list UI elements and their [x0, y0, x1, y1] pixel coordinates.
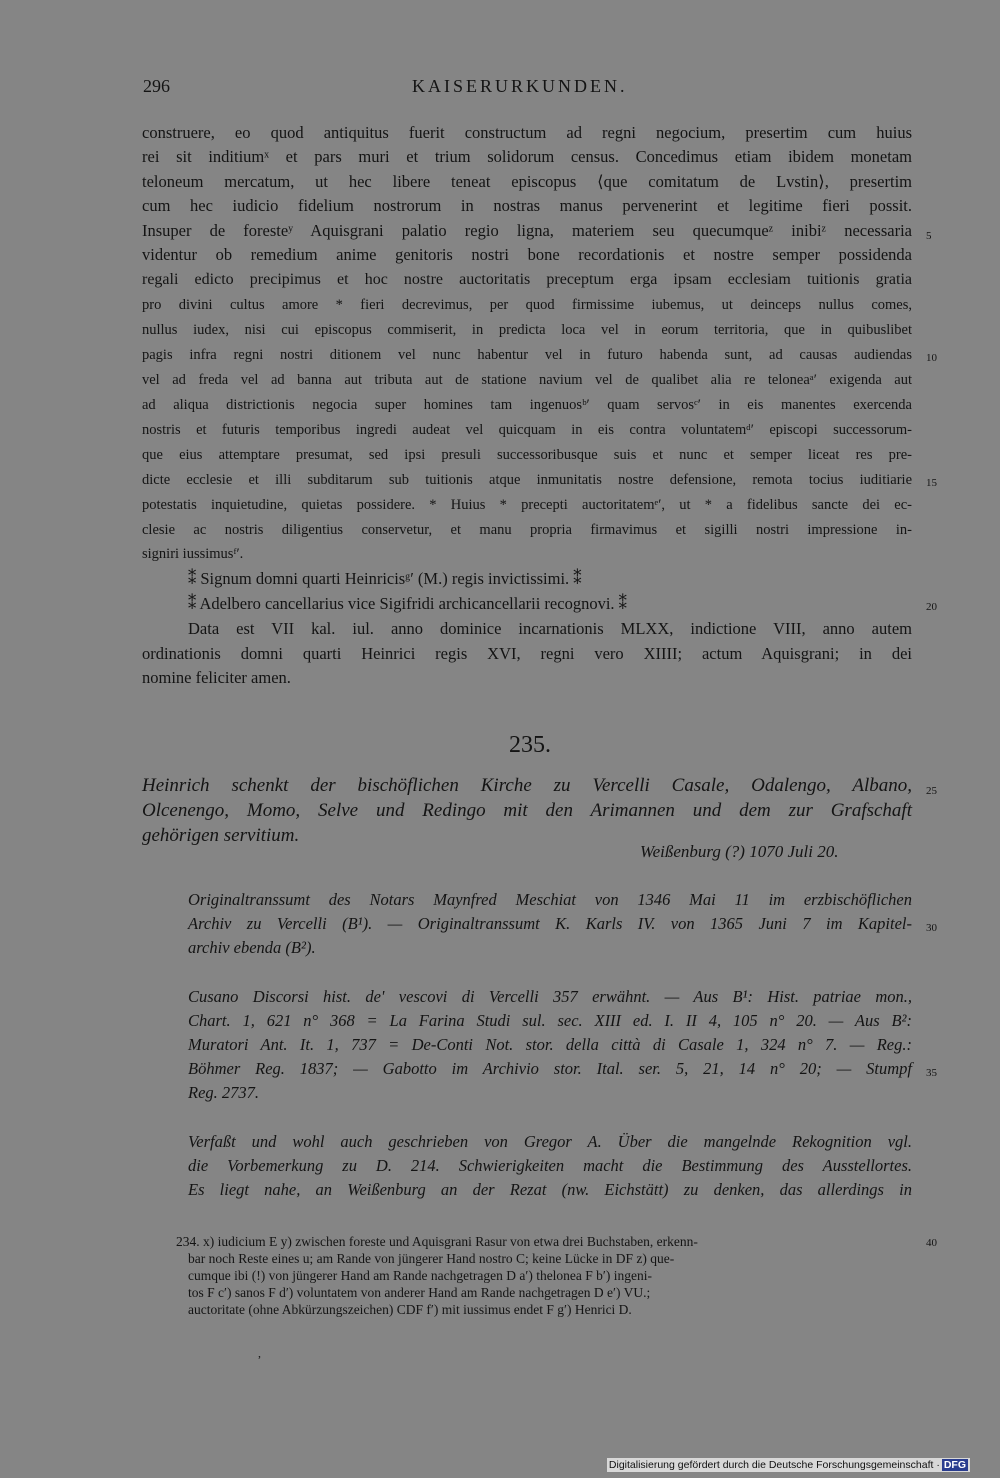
dfg-footer — [607, 1458, 970, 1472]
main-text-line: que eius attemptare presumat, sed ipsi presuli successoribusque suis et nunc et semper liceat res pre- — [142, 447, 912, 463]
footnote-line: tos F c′) sanos F d′) voluntatem von anderer Hand am Rande nachgetragen D e′) VU.; — [188, 1285, 651, 1300]
main-text-line: nostris et futuris temporibus ingredi audeat vel quicquam in eis contra voluntatemᵈ′ episcopi successorum- — [142, 422, 912, 438]
tradition-line: archiv ebenda (B²). — [188, 938, 316, 957]
margin-number: 15 — [926, 477, 937, 489]
main-text-line: rei sit inditiumˣ et pars muri et trium solidorum census. Concedimus etiam ibidem monetam — [142, 147, 912, 166]
main-text-line: regali edicto precipimus et hoc nostre auctoritatis preceptum erga ipsam ecclesiam tuitionis gratia — [142, 271, 912, 288]
main-text-line: cum hec iudicio fidelium nostrorum in nostras manus pervenerint et legitime fieri possit. — [142, 196, 912, 215]
margin-number: 25 — [926, 785, 937, 797]
margin-number: 10 — [926, 352, 937, 364]
commentary-line: Verfaßt und wohl auch geschrieben von Gregor A. Über die mangelnde Rekognition vgl. — [188, 1132, 912, 1151]
literature-line: Cusano Discorsi hist. de' vescovi di Vercelli 357 erwähnt. — Aus B¹: Hist. patriae mon., — [188, 987, 912, 1006]
margin-number: 20 — [926, 601, 937, 613]
page-number: 296 — [143, 76, 170, 96]
literature-line: Muratori Ant. It. 1, 737 = De-Conti Not. stor. della città di Casale 1, 324 n° 7. — Reg.: — [188, 1035, 912, 1054]
date-line: nomine feliciter amen. — [142, 668, 291, 687]
main-text-line: potestatis inquietudine, quietas possidere. * Huius * precepti auctoritatemᵉ′, ut * a fidelibus sancte dei ec- — [142, 497, 912, 513]
literature-line: Chart. 1, 621 n° 368 = La Farina Studi sul. sec. XIII ed. I. II 4, 105 n° 20. — Aus B²: — [188, 1011, 912, 1030]
footnote-line: 234. x) iudicium E y) zwischen foreste und Aquisgrani Rasur von etwa drei Buchstaben, erkenn- — [176, 1234, 698, 1249]
regest-line: Heinrich schenkt der bischöflichen Kirche zu Vercelli Casale, Odalengo, Albano, — [142, 775, 912, 796]
main-text-line: teloneum mercatum, ut hec libere teneat episcopus ⟨que comitatum de Lvstin⟩, presertim — [142, 172, 912, 191]
footnote-line: cumque ibi (!) von jüngerer Hand am Rande nachgetragen D a′) thelonea F b′) ingeni- — [188, 1268, 652, 1283]
main-text-line: videntur ob remedium anime genitoris nostri bone recordationis et nostre semper possidenda — [142, 245, 912, 264]
literature-line: Böhmer Reg. 1837; — Gabotto im Archivio stor. Ital. ser. 5, 21, 14 n° 20; — Stumpf — [188, 1059, 912, 1078]
margin-number: 30 — [926, 922, 937, 934]
footnote-line: auctoritate (ohne Abkürzungszeichen) CDF f′) mit iussimus endet F g′) Henrici D. — [188, 1302, 632, 1317]
margin-number: 35 — [926, 1067, 937, 1079]
date-line: Data est VII kal. iul. anno dominice incarnationis MLXX, indictione VIII, anno autem — [188, 619, 912, 638]
tradition-line: Archiv zu Vercelli (B¹). — Originaltranssumt K. Karls IV. von 1365 Juni 7 im Kapitel- — [188, 914, 912, 933]
footer-text: Digitalisierung gefördert durch die Deutsche Forschungsgemeinschaft · — [608, 1459, 940, 1471]
main-text-line: ad aliqua districtionis negocia super homines tam ingenuosᵇ′ quam servosᶜ′ in eis manentes exercenda — [142, 397, 912, 413]
document-number: 235. — [509, 732, 551, 758]
stray-mark: , — [258, 1346, 261, 1360]
literature-line: Reg. 2737. — [188, 1083, 260, 1102]
main-text-line: clesie ac nostris diligentius conservetur, et manu propria firmavimus et sigilli nostri impressione in- — [142, 522, 912, 538]
margin-number: 40 — [926, 1237, 937, 1249]
commentary-line: Es liegt nahe, an Weißenburg an der Rezat (nw. Eichstätt) zu denken, das allerdings in — [188, 1180, 912, 1199]
main-text-line: signiri iussimusᶠ′. — [142, 546, 244, 562]
margin-number: 5 — [926, 230, 932, 242]
main-text-line: construere, eo quod antiquitus fuerit constructum ad regni negocium, presertim cum huius — [142, 123, 912, 142]
recognition-line: ⁑ Adelbero cancellarius vice Sigifridi archicancellarii recognovi. ⁑ — [188, 594, 627, 613]
running-head: KAISERURKUNDEN. — [412, 76, 628, 96]
signum-line: ⁑ Signum domni quarti Heinricisᵍ′ (M.) regis invictissimi. ⁑ — [188, 569, 582, 588]
main-text-line: Insuper de foresteʸ Aquisgrani palatio regio ligna, materiem seu quecumqueᶻ inibiᶻ necessaria — [142, 221, 912, 240]
footnote-line: bar noch Reste eines u; am Rande von jüngerer Hand nostro C; keine Lücke in DF z) que- — [188, 1251, 675, 1266]
place-date: Weißenburg (?) 1070 Juli 20. — [640, 842, 839, 861]
main-text-line: pagis infra regni nostri ditionem vel nunc habentur vel in futuro habenda sunt, ad causas audiendas — [142, 347, 912, 363]
tradition-line: Originaltranssumt des Notars Maynfred Meschiat von 1346 Mai 11 im erzbischöflichen — [188, 890, 912, 909]
main-text-line: dicte ecclesie et illi subditarum sub tuitionis atque inmunitatis nostre defensione, remota tocius iuditiarie — [142, 472, 912, 488]
commentary-line: die Vorbemerkung zu D. 214. Schwierigkeiten macht die Bestimmung des Ausstellortes. — [188, 1156, 912, 1175]
main-text-line: vel ad freda vel ad banna aut tributa aut de statione navium vel de qualibet alia re teloneaᵃ′ exigenda aut — [142, 372, 912, 388]
dfg-logo-icon: DFG — [943, 1459, 966, 1471]
regest-line: Olcenengo, Momo, Selve und Redingo mit den Arimannen und dem zur Grafschaft — [142, 800, 912, 821]
main-text-line: pro divini cultus amore * fieri decrevimus, per quod firmissime iubemus, ut deinceps nullus comes, — [142, 297, 912, 313]
regest-line: gehörigen servitium. — [142, 825, 300, 846]
main-text-line: nullus iudex, nisi cui episcopus commiserit, in predicta loca vel in eorum territoria, que in quibuslibet — [142, 322, 912, 338]
date-line: ordinationis domni quarti Heinrici regis XVI, regni vero XIIII; actum Aquisgrani; in dei — [142, 644, 912, 663]
